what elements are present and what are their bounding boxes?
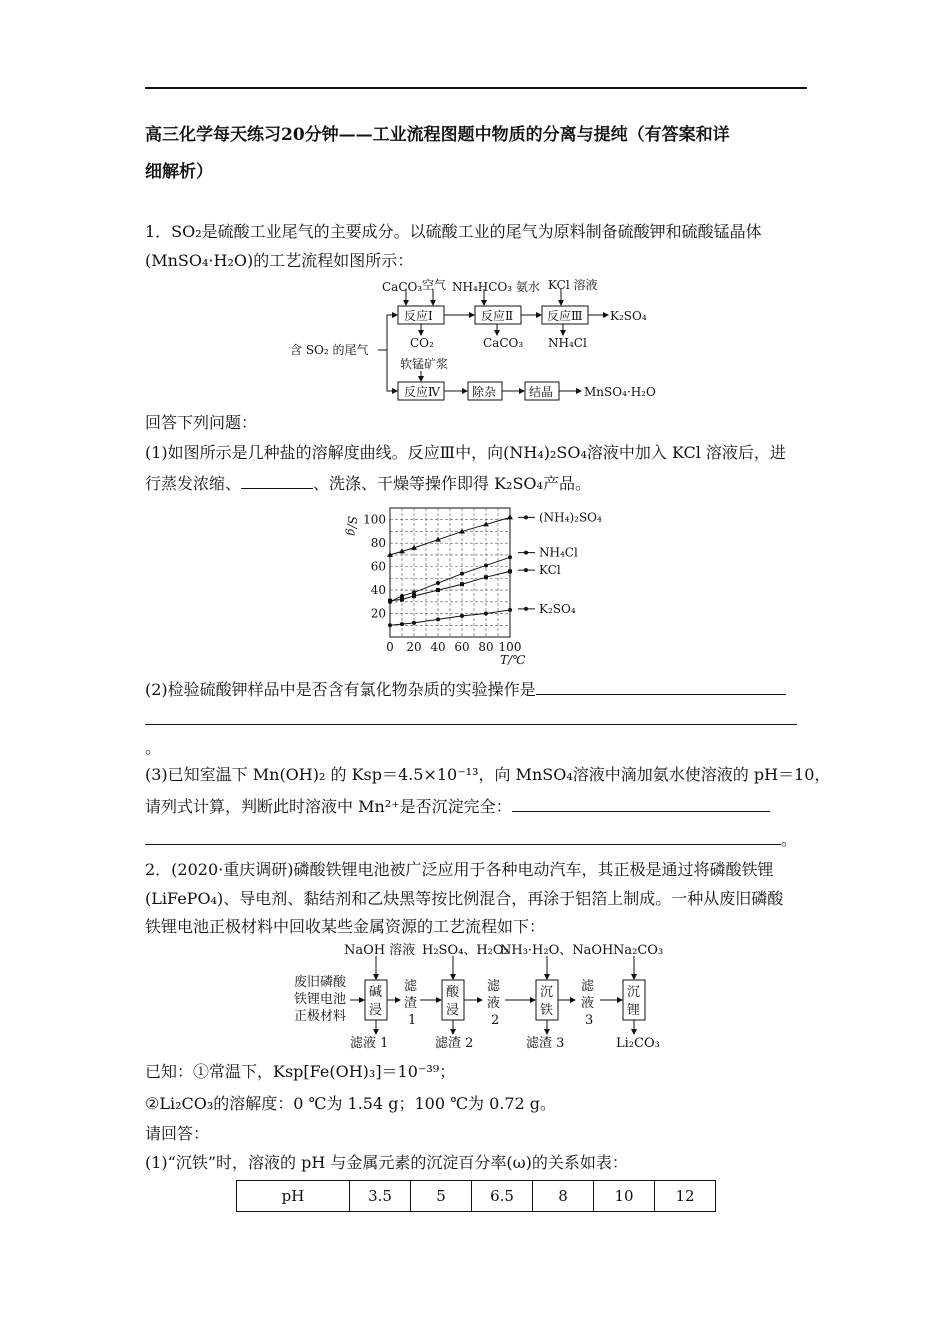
flow-intermediate: 液 (487, 996, 501, 1011)
flow-input: 软锰矿浆 (400, 357, 449, 371)
flow-input: NH₃·H₂O、NaOH (500, 943, 614, 958)
flow-output: CaCO₃ (483, 336, 524, 350)
flow-input: H₂SO₄、H₂O₂ (422, 943, 509, 958)
answer-blank[interactable] (145, 708, 797, 725)
x-tick-label: 40 (430, 640, 446, 654)
table-cell: 5 (411, 1181, 472, 1212)
y-tick-label: 80 (370, 536, 386, 551)
flow-step: 浸 (446, 1003, 460, 1018)
flow-source: 废旧磷酸 (294, 975, 347, 990)
flow-step: 反应Ⅱ (481, 309, 514, 323)
q1-stem-cont: (MnSO₄·H₂O)的工艺流程如图所示： (145, 251, 414, 270)
table-cell: 8 (533, 1181, 594, 1212)
flow-input: NaOH 溶液 (344, 943, 416, 958)
answer-blank[interactable] (241, 472, 313, 489)
answer-prompt: 请回答： (145, 1124, 210, 1143)
page-title-cont: 细解析） (145, 162, 213, 182)
q1-part3-end (145, 828, 797, 850)
data-point (460, 614, 464, 618)
data-point (460, 572, 464, 576)
x-tick-label: 80 (478, 640, 494, 654)
table-cell: 3.5 (350, 1181, 411, 1212)
flow-intermediate: 2 (491, 1013, 500, 1028)
flow-step: 沉 (540, 985, 554, 1000)
known-condition: ②Li₂CO₃的溶解度：0 ℃为 1.54 g；100 ℃为 0.72 g。 (145, 1094, 557, 1113)
page-title: 高三化学每天练习20分钟——工业流程图题中物质的分离与提纯（有答案和详 (145, 125, 730, 145)
data-point (484, 563, 488, 567)
data-point (436, 588, 440, 592)
flow-input: KCl 溶液 (548, 278, 598, 292)
table-row (237, 1181, 716, 1212)
text: (2)检验硫酸钾样品中是否含有氯化物杂质的实验操作是 (145, 680, 536, 699)
legend-marker (524, 515, 528, 519)
data-point (484, 575, 488, 579)
data-point (412, 594, 416, 598)
q1-part2-cont (145, 708, 797, 730)
flow-step: 反应Ⅲ (547, 309, 583, 323)
flow-product: K₂SO₄ (610, 309, 647, 323)
flow-intermediate: 1 (408, 1013, 417, 1028)
data-point (400, 594, 404, 598)
data-point (436, 581, 440, 585)
flow-intermediate: 渣 (404, 996, 418, 1011)
series-line (390, 610, 510, 625)
flow-step: 铁 (540, 1003, 554, 1018)
flow-product: MnSO₄·H₂O (584, 385, 656, 399)
data-point (508, 608, 512, 612)
header-rule (145, 87, 807, 89)
text: 请列式计算，判断此时溶液中 Mn²⁺是否沉淀完全： (145, 797, 512, 816)
flow-input: CaCO₃ (382, 280, 423, 294)
flow-output: 滤渣 3 (526, 1036, 565, 1051)
x-tick-label: 0 (386, 640, 394, 654)
data-point (508, 555, 512, 559)
legend-label: (NH₄)₂SO₄ (539, 510, 602, 525)
text: 、洗涤、干燥等操作即得 K₂SO₄产品。 (313, 474, 591, 493)
flow-output: CO₂ (410, 336, 434, 350)
flow-input: Na₂CO₃ (613, 943, 664, 958)
flow-step: 除杂 (472, 385, 497, 399)
data-point (484, 612, 488, 616)
flow-step: 反应Ⅳ (404, 385, 440, 399)
flow-intermediate: 滤 (581, 979, 595, 994)
y-tick-label: 100 (363, 512, 386, 527)
answer-blank[interactable] (145, 828, 781, 845)
data-point (388, 623, 392, 627)
flow-output: 滤液 1 (350, 1036, 389, 1051)
ph-table (236, 1180, 716, 1212)
data-point (388, 599, 392, 603)
y-tick-label: 60 (370, 559, 386, 574)
q1-part2 (145, 678, 786, 700)
q2-stem-cont: (LiFePO₄)、导电剂、黏结剂和乙炔黑等按比例混合，再涂于铝箔上制成。一种从废旧磷酸 (145, 889, 784, 908)
q1-stem: 1．SO₂是硫酸工业尾气的主要成分。以硫酸工业的尾气为原料制备硫酸钾和硫酸锰晶体 (145, 222, 762, 241)
flow-step: 锂 (627, 1003, 641, 1018)
data-point (412, 621, 416, 625)
q2-part1: (1)“沉铁”时，溶液的 pH 与金属元素的沉淀百分率(ω)的关系如表： (145, 1153, 628, 1172)
table-cell: 12 (655, 1181, 716, 1212)
flow-intermediate: 滤 (487, 979, 501, 994)
solubility-chart (340, 500, 620, 670)
table-cell: 6.5 (472, 1181, 533, 1212)
flow-step: 酸 (446, 985, 460, 1000)
flow-source: 正极材料 (294, 1009, 347, 1024)
legend-label: K₂SO₄ (539, 601, 576, 616)
q2-flowchart (280, 940, 670, 1055)
known-condition: 已知：①常温下，Ksp[Fe(OH)₃]＝10⁻³⁹； (145, 1062, 456, 1081)
legend-marker (524, 607, 528, 611)
flow-intermediate: 液 (581, 996, 595, 1011)
flow-source: 含 SO₂ 的尾气 (290, 343, 369, 357)
y-tick-label: 20 (370, 606, 386, 621)
data-point (400, 597, 404, 601)
x-tick-label: 100 (498, 640, 522, 654)
flow-product: Li₂CO₃ (616, 1036, 660, 1051)
data-point (412, 590, 416, 594)
text: 。 (781, 830, 798, 849)
flow-intermediate: 3 (585, 1013, 594, 1028)
flow-source: 铁锂电池 (294, 992, 347, 1007)
legend-marker (524, 551, 528, 555)
q2-stem-cont: 铁锂电池正极材料中回收某些金属资源的工艺流程如下： (145, 917, 546, 936)
x-axis-label: T/℃ (500, 653, 526, 667)
answer-blank[interactable] (512, 795, 770, 812)
flow-input: 空气 (422, 278, 447, 292)
text: 行蒸发浓缩、 (145, 474, 242, 493)
text: 。 (145, 738, 162, 757)
flow-step: 反应Ⅰ (404, 309, 433, 323)
legend-label: NH₄Cl (539, 545, 578, 560)
x-tick-label: 60 (454, 640, 470, 654)
flow-output: NH₄Cl (548, 336, 587, 350)
answer-prompt: 回答下列问题： (145, 413, 258, 432)
flow-step: 沉 (627, 985, 641, 1000)
flow-step: 碱 (369, 985, 383, 1000)
flow-step: 浸 (369, 1003, 383, 1018)
legend-marker (524, 568, 528, 572)
q1-part1-cont (145, 472, 591, 494)
flow-output: 滤渣 2 (435, 1036, 474, 1051)
table-cell: pH (237, 1181, 350, 1212)
table-cell: 10 (594, 1181, 655, 1212)
data-point (508, 569, 512, 573)
q1-part3: (3)已知室温下 Mn(OH)₂ 的 Ksp＝4.5×10⁻¹³，向 MnSO₄溶液中滴加氨水使溶液的 pH＝10， (145, 765, 831, 784)
flow-intermediate: 滤 (404, 979, 418, 994)
q1-flowchart (290, 275, 670, 405)
data-point (436, 617, 440, 621)
flow-input: NH₄HCO₃ 氨水 (452, 280, 540, 294)
legend-label: KCl (539, 563, 561, 578)
data-point (400, 622, 404, 626)
data-point (460, 582, 464, 586)
y-axis-label: S/g (345, 516, 359, 536)
q1-part1: (1)如图所示是几种盐的溶解度曲线。反应Ⅲ中，向(NH₄)₂SO₄溶液中加入 KCl 溶液后，进 (145, 443, 786, 462)
answer-blank[interactable] (536, 678, 786, 695)
x-tick-label: 20 (406, 640, 422, 654)
q2-stem: 2．(2020·重庆调研)磷酸铁锂电池被广泛应用于各种电动汽车，其正极是通过将磷酸铁锂 (145, 860, 774, 879)
y-tick-label: 40 (370, 583, 386, 598)
flow-step: 结晶 (529, 385, 554, 399)
q1-part3-cont (145, 795, 770, 817)
data-point (507, 514, 513, 519)
